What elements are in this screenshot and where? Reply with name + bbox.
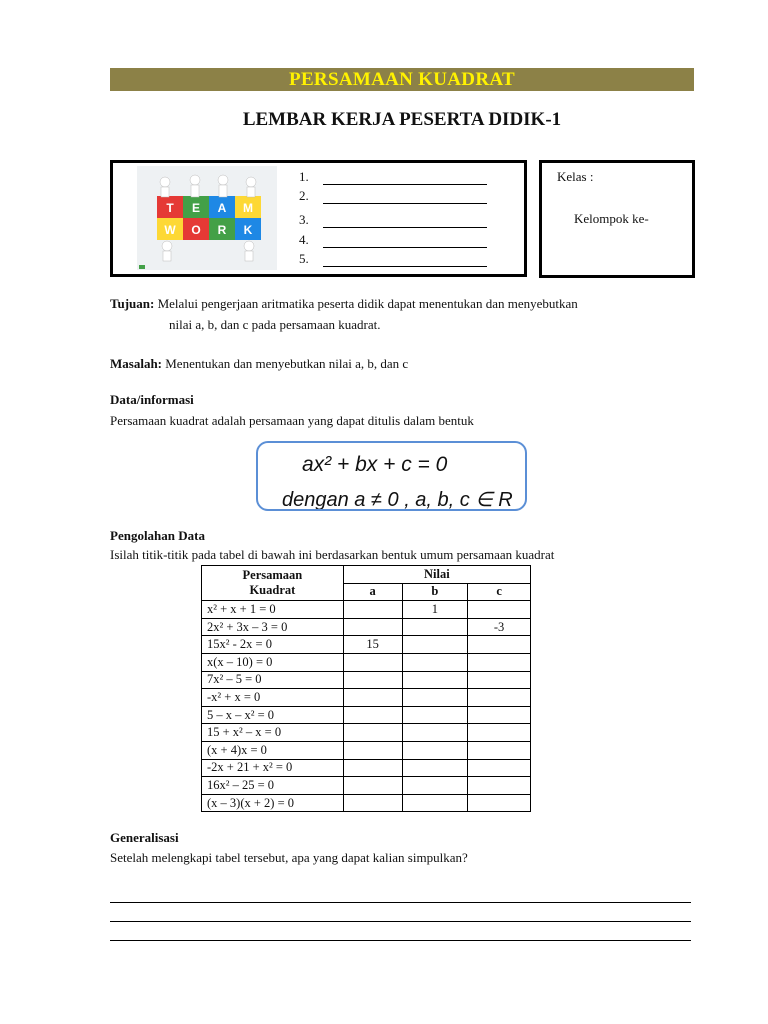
value-c-cell[interactable] — [468, 724, 531, 742]
value-b-cell[interactable] — [402, 653, 468, 671]
value-c-cell[interactable]: -3 — [468, 618, 531, 636]
equation-column-header — [202, 566, 344, 601]
value-a-cell[interactable] — [343, 741, 402, 759]
quadratic-general-form: ax² + bx + c = 0 — [302, 453, 448, 476]
member-name-line[interactable] — [323, 235, 487, 248]
puzzle-letter: A — [217, 201, 227, 215]
column-header-c: c — [468, 583, 531, 601]
value-c-cell[interactable] — [468, 706, 531, 724]
table-row — [202, 689, 531, 707]
table-row — [202, 777, 531, 795]
value-b-cell[interactable] — [402, 777, 468, 795]
table-row — [202, 759, 531, 777]
member-name-line[interactable] — [323, 215, 487, 228]
data-info-heading: Data/informasi — [110, 392, 194, 407]
table-row — [202, 671, 531, 689]
value-a-cell[interactable] — [343, 759, 402, 777]
member-row — [299, 251, 499, 267]
processing-instruction: Isilah titik-titik pada tabel di bawah ini berdasarkan bentuk umum persamaan kuadrat — [110, 547, 555, 562]
value-a-cell[interactable] — [343, 653, 402, 671]
value-c-cell[interactable] — [468, 759, 531, 777]
member-name-line[interactable] — [323, 172, 487, 185]
table-row — [202, 741, 531, 759]
table-header-row — [202, 566, 531, 584]
value-a-cell[interactable] — [343, 706, 402, 724]
quadratic-conditions: dengan a ≠ 0 , a, b, c ∈ R — [282, 489, 513, 511]
column-header-b: b — [402, 583, 468, 601]
puzzle-letter: W — [164, 223, 176, 237]
equation-cell: 15 + x² – x = 0 — [202, 724, 344, 742]
objective-section — [110, 295, 710, 312]
value-b-cell[interactable] — [402, 689, 468, 707]
data-info-text: Persamaan kuadrat adalah persamaan yang dapat ditulis dalam bentuk — [110, 413, 474, 428]
title-banner: PERSAMAAN KUADRAT — [110, 68, 694, 91]
member-number: 3. — [299, 212, 309, 227]
puzzle-letter: M — [243, 201, 253, 215]
equation-cell: x(x – 10) = 0 — [202, 653, 344, 671]
value-a-cell[interactable] — [343, 671, 402, 689]
objective-text-line2: nilai a, b, dan c pada persamaan kuadrat. — [169, 317, 381, 332]
member-row — [299, 232, 499, 248]
objective-label: Tujuan: — [110, 296, 155, 311]
coefficient-table — [201, 565, 531, 812]
equation-cell: 7x² – 5 = 0 — [202, 671, 344, 689]
equation-cell: 16x² – 25 = 0 — [202, 777, 344, 795]
value-b-cell[interactable]: 1 — [402, 601, 468, 619]
value-b-cell[interactable] — [402, 794, 468, 812]
equation-cell: (x + 4)x = 0 — [202, 741, 344, 759]
equation-header-line2: Kuadrat — [249, 583, 296, 598]
table-body — [202, 601, 531, 812]
value-b-cell[interactable] — [402, 724, 468, 742]
teamwork-puzzle-image — [137, 166, 277, 270]
equation-header-line1: Persamaan — [242, 568, 303, 583]
puzzle-letter: R — [217, 223, 227, 237]
equation-cell: 2x² + 3x – 3 = 0 — [202, 618, 344, 636]
puzzle-letter: K — [243, 223, 253, 237]
class-info-box — [539, 160, 695, 278]
equation-cell: x² + x + 1 = 0 — [202, 601, 344, 619]
value-b-cell[interactable] — [402, 618, 468, 636]
value-c-cell[interactable] — [468, 741, 531, 759]
table-row — [202, 601, 531, 619]
value-b-cell[interactable] — [402, 671, 468, 689]
equation-cell: 15x² - 2x = 0 — [202, 636, 344, 654]
generalization-heading: Generalisasi — [110, 830, 179, 845]
member-row — [299, 188, 499, 204]
puzzle-letter: E — [191, 201, 201, 215]
value-a-cell[interactable] — [343, 794, 402, 812]
table-row — [202, 706, 531, 724]
class-label: Kelas : — [557, 169, 594, 184]
equation-cell: (x – 3)(x + 2) = 0 — [202, 794, 344, 812]
processing-heading: Pengolahan Data — [110, 528, 205, 543]
member-name-line[interactable] — [323, 254, 487, 267]
member-row — [299, 169, 499, 185]
equation-cell: -x² + x = 0 — [202, 689, 344, 707]
value-b-cell[interactable] — [402, 741, 468, 759]
member-number: 5. — [299, 251, 309, 266]
equation-cell: 5 – x – x² = 0 — [202, 706, 344, 724]
team-members-box — [110, 160, 527, 277]
teamwork-puzzle-illustration — [137, 166, 277, 270]
problem-label: Masalah: — [110, 356, 162, 371]
table-row — [202, 724, 531, 742]
value-c-cell[interactable] — [468, 601, 531, 619]
answer-line[interactable] — [110, 921, 691, 922]
member-row — [299, 212, 499, 228]
puzzle-letter: T — [166, 201, 174, 215]
answer-line[interactable] — [110, 902, 691, 903]
table-row — [202, 653, 531, 671]
value-a-cell[interactable] — [343, 689, 402, 707]
objective-text-line1: Melalui pengerjaan aritmatika peserta didik dapat menentukan dan menyebutkan — [157, 296, 578, 311]
worksheet-subtitle: LEMBAR KERJA PESERTA DIDIK-1 — [242, 109, 562, 130]
value-a-cell[interactable] — [343, 777, 402, 795]
value-c-cell[interactable] — [468, 653, 531, 671]
value-column-header: Nilai — [343, 566, 530, 584]
value-c-cell[interactable] — [468, 671, 531, 689]
member-name-line[interactable] — [323, 191, 487, 204]
table-row — [202, 794, 531, 812]
problem-text: Menentukan dan menyebutkan nilai a, b, dan c — [165, 356, 409, 371]
value-c-cell[interactable] — [468, 794, 531, 812]
value-a-cell[interactable] — [343, 724, 402, 742]
problem-section — [110, 355, 408, 372]
table-row — [202, 618, 531, 636]
value-a-cell[interactable]: 15 — [343, 636, 402, 654]
table-row — [202, 636, 531, 654]
member-number: 1. — [299, 169, 309, 184]
member-number: 4. — [299, 232, 309, 247]
value-a-cell[interactable] — [343, 618, 402, 636]
value-a-cell[interactable] — [343, 601, 402, 619]
value-c-cell[interactable] — [468, 636, 531, 654]
value-b-cell[interactable] — [402, 636, 468, 654]
generalization-question: Setelah melengkapi tabel tersebut, apa yang dapat kalian simpulkan? — [110, 850, 468, 865]
puzzle-letter: O — [191, 223, 201, 237]
value-b-cell[interactable] — [402, 759, 468, 777]
value-c-cell[interactable] — [468, 689, 531, 707]
equation-cell: -2x + 21 + x² = 0 — [202, 759, 344, 777]
formula-box — [256, 441, 527, 511]
column-header-a: a — [343, 583, 402, 601]
answer-line[interactable] — [110, 940, 691, 941]
value-c-cell[interactable] — [468, 777, 531, 795]
value-b-cell[interactable] — [402, 706, 468, 724]
group-label: Kelompok ke- — [574, 211, 649, 226]
member-number: 2. — [299, 188, 309, 203]
